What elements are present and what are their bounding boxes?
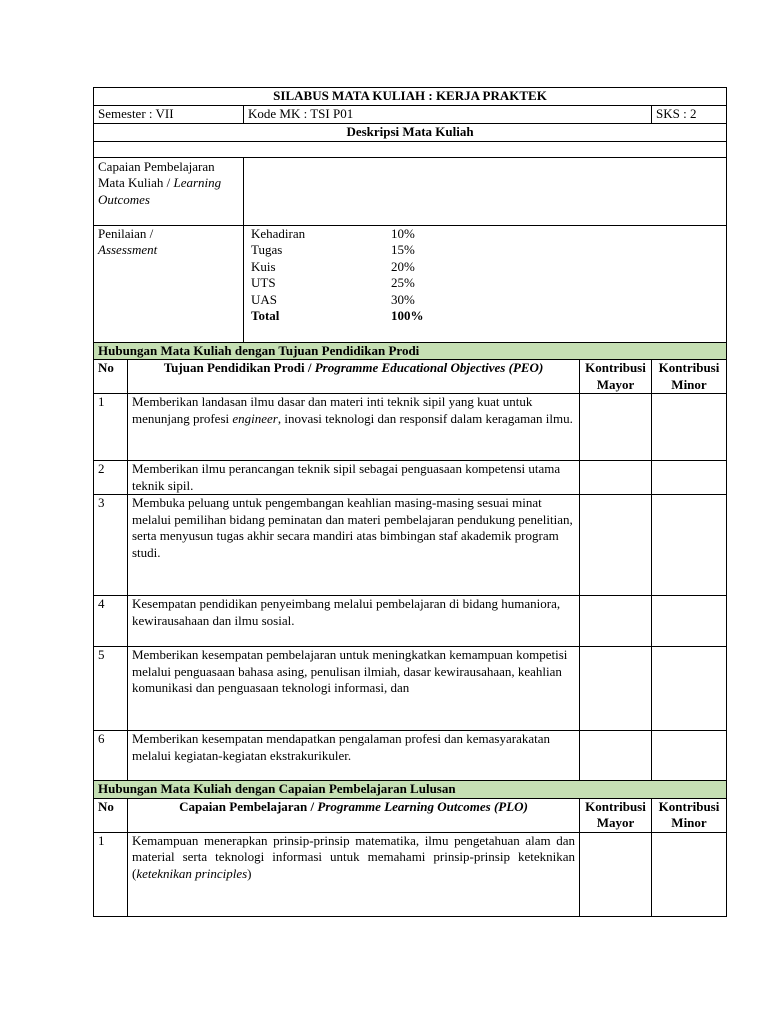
learning-outcomes-label-text: Capaian Pembelajaran Mata Kuliah / — [98, 158, 215, 190]
description-header: Deskripsi Mata Kuliah — [94, 124, 727, 142]
peo-row-description — [128, 394, 580, 461]
peo-row-number: 4 — [94, 596, 128, 647]
assessment-item-name: Kuis — [251, 258, 276, 274]
peo-col-desc-italic: Programme Educational Objectives (PEO) — [314, 360, 544, 375]
assessment-label-italic: Assessment — [98, 242, 158, 257]
assessment-item-value: 20% — [391, 258, 415, 274]
peo-row-number: 3 — [94, 495, 128, 596]
peo-row-description — [128, 731, 580, 781]
peo-row — [94, 596, 727, 647]
assessment-item-name: Kehadiran — [251, 225, 306, 241]
peo-col-minor: Kontribusi Minor — [652, 360, 727, 394]
peo-row-text-italic: engineer — [232, 410, 278, 426]
assessment-item-name: UAS — [251, 291, 278, 307]
peo-row — [94, 461, 727, 495]
plo-col-no: No — [94, 798, 128, 832]
plo-col-mayor: Kontribusi Mayor — [580, 798, 652, 832]
plo-row-text-italic: keteknikan principles — [136, 865, 248, 881]
assessment-item-name: UTS — [251, 275, 276, 290]
plo-section-title: Hubungan Mata Kuliah dengan Capaian Pembelajaran Lulusan — [94, 781, 727, 799]
peo-row-minor — [652, 394, 727, 461]
peo-row-mayor — [580, 647, 652, 731]
plo-row-minor — [652, 832, 727, 916]
peo-row-text-part: Memberikan kesempatan mendapatkan pengalaman profesi dan kemasyarakatan melalui kegiatan-kegiatan ekstrakurikuler. — [132, 731, 550, 763]
plo-col-desc-text: Capaian Pembelajaran / — [179, 798, 318, 814]
description-body — [94, 141, 727, 157]
peo-row-minor — [652, 495, 727, 596]
peo-row — [94, 394, 727, 461]
assessment-list — [251, 226, 722, 325]
peo-row-number: 5 — [94, 647, 128, 731]
peo-col-mayor: Kontribusi Mayor — [580, 360, 652, 394]
peo-col-desc-text: Tujuan Pendidikan Prodi / — [163, 360, 315, 375]
semester-cell: Semester : VII — [94, 106, 244, 124]
peo-row-mayor — [580, 731, 652, 781]
plo-row-text-part: Kemampuan menerapkan prinsip-prinsip matematika, ilmu pengetahuan alam dan material serta teknologi informasi untuk memahami prinsip-prinsip keteknikan ( — [132, 832, 575, 881]
assessment-item-value: 10% — [391, 225, 415, 241]
peo-col-no: No — [94, 360, 128, 394]
plo-rows — [94, 832, 727, 916]
peo-row — [94, 495, 727, 596]
plo-col-desc — [128, 798, 580, 832]
syllabus-table — [93, 87, 727, 917]
assessment-breakdown — [244, 225, 727, 342]
assessment-label — [94, 225, 244, 342]
plo-row — [94, 832, 727, 916]
peo-row-description — [128, 596, 580, 647]
peo-row-description — [128, 461, 580, 495]
learning-outcomes-label-italic: Learning Outcomes — [98, 175, 222, 207]
plo-row-text-part: ) — [247, 865, 252, 881]
assessment-item-name: Tugas — [251, 242, 283, 257]
plo-row-mayor — [580, 832, 652, 916]
assessment-label-text: Penilaian / — [98, 225, 154, 241]
peo-row-number: 6 — [94, 731, 128, 781]
peo-row-description — [128, 647, 580, 731]
plo-col-minor: Kontribusi Minor — [652, 798, 727, 832]
assessment-item-value: 15% — [391, 242, 415, 257]
plo-col-desc-italic: Programme Learning Outcomes (PLO) — [317, 798, 528, 814]
peo-row-number: 2 — [94, 461, 128, 495]
peo-section-title: Hubungan Mata Kuliah dengan Tujuan Pendidikan Prodi — [94, 342, 727, 360]
peo-row-text-part: Kesempatan pendidikan penyeimbang melalui pembelajaran di bidang humaniora, kewirausahaan dan ilmu sosial. — [132, 596, 561, 628]
assessment-total-name: Total — [251, 308, 280, 323]
credits-cell: SKS : 2 — [652, 106, 727, 124]
learning-outcomes-value — [244, 157, 727, 225]
peo-col-desc — [128, 360, 580, 394]
peo-row-minor — [652, 647, 727, 731]
peo-row-text-part: Membuka peluang untuk pengembangan keahlian masing-masing sesuai minat melalui pemilihan bidang peminatan dan materi pembelajaran pendukung penelitian, serta menyusun tugas akhir secara mandiri atas bimbingan staf akademik program studi. — [132, 495, 573, 560]
course-code-cell: Kode MK : TSI P01 — [244, 106, 652, 124]
plo-row-description — [128, 832, 580, 916]
learning-outcomes-label — [94, 157, 244, 225]
peo-row-text-part: , inovasi teknologi dan responsif dalam keragaman ilmu. — [277, 410, 573, 426]
peo-row-mayor — [580, 394, 652, 461]
assessment-item-value: 30% — [391, 291, 415, 307]
peo-row — [94, 731, 727, 781]
peo-row-mayor — [580, 461, 652, 495]
assessment-item-value: 25% — [391, 275, 415, 290]
syllabus-title: SILABUS MATA KULIAH : KERJA PRAKTEK — [94, 88, 727, 106]
plo-row-number: 1 — [94, 832, 128, 916]
assessment-total-value: 100% — [391, 308, 424, 323]
peo-row-minor — [652, 596, 727, 647]
peo-row-mayor — [580, 596, 652, 647]
peo-row-number: 1 — [94, 394, 128, 461]
peo-row-text-part: Memberikan kesempatan pembelajaran untuk meningkatkan kemampuan kompetisi melalui penguasaan bahasa asing, penulisan ilmiah, dasar kewirausahaan, keahlian komunikasi dan penguasaan teknologi informasi, dan — [132, 647, 568, 695]
peo-row-text-part: Memberikan landasan ilmu dasar dan materi inti teknik sipil yang kuat untuk menunjang profesi — [132, 394, 533, 426]
peo-row-minor — [652, 731, 727, 781]
peo-rows — [94, 394, 727, 781]
peo-row-text-part: Memberikan ilmu perancangan teknik sipil sebagai penguasaan kompetensi utama teknik sipil. — [132, 461, 561, 493]
peo-row-minor — [652, 461, 727, 495]
peo-row-description — [128, 495, 580, 596]
peo-row — [94, 647, 727, 731]
peo-row-mayor — [580, 495, 652, 596]
